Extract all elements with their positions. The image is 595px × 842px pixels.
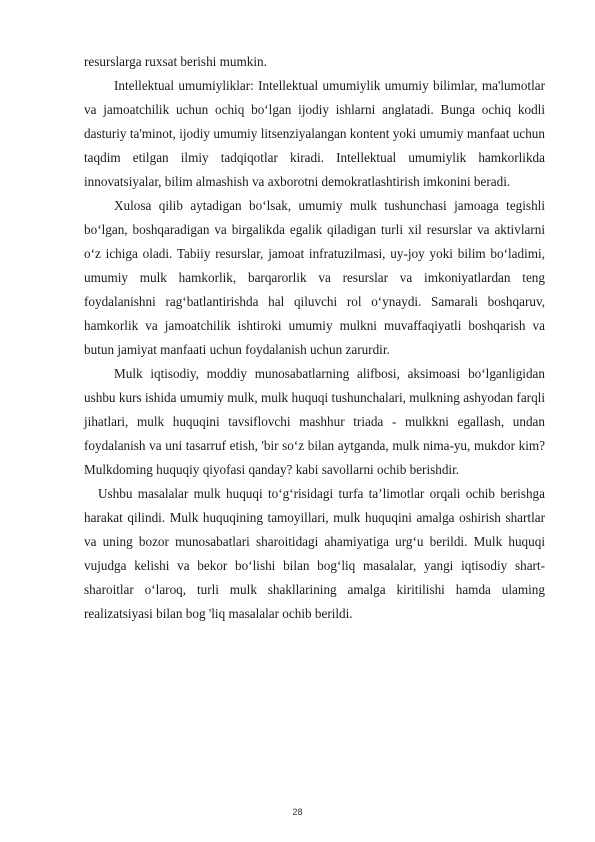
paragraph-property-rights: Ushbu masalalar mulk huquqi to‘g‘risidagi turfa ta’limotlar orqali ochib berishga harakat qilindi. Mulk huquqining tamoyillari, mulk huquqini amalga oshirish shartlar va uning bozor munosabatlari sharoitidagi ahamiyatiga urg‘u berildi. Mulk huquqi vujudga kelishi va bekor bo‘lishi bilan bog‘liq masalalar, yangi iqtisodiy shart-sharoitlar o‘laroq, turli mulk shakllarining amalga kiritilishi hamda ulaming realizatsiyasi bilan bog 'liq masalalar ochib berildi. [84, 486, 545, 621]
paragraph-property-economics: Mulk iqtisodiy, moddiy munosabatlarning alifbosi, aksimoasi bo‘lganligidan ushbu kurs ishida umumiy mulk, mulk huquqi tushunchalari, mulkning ashyodan farqli jihatlari, mulk huquqini tavsiflovchi mashhur triada - mulkkni egallash, undan foydalanish va uni tasarruf etish, 'bir so‘z bilan aytganda, mulk nima-yu, mukdor kim? Mulkdoming huquqiy qiyofasi qanday? kabi savollarni ochib berishdir. [84, 366, 545, 477]
paragraph-continuation: resurslarga ruxsat berishi mumkin. [84, 54, 267, 69]
document-page [84, 50, 545, 626]
page-number: 28 [292, 807, 303, 817]
paragraph-intellectual-commons: Intellektual umumiyliklar: Intellektual umumiylik umumiy bilimlar, ma'lumotlar va jamoatchilik uchun ochiq bo‘lgan ijodiy ishlarni anglatadi. Bunga ochiq kodli dasturiy ta'minot, ijodiy umumiy litsenziyalangan kontent yoki umumiy manfaat uchun taqdim etilgan ilmiy tadqiqotlar kiradi. Intellektual umumiylik hamkorlikda innovatsiyalar, bilim almashish va axborotni demokratlashtirish imkonini beradi. [84, 78, 545, 189]
paragraph-conclusion: Xulosa qilib aytadigan bo‘lsak, umumiy mulk tushunchasi jamoaga tegishli bo‘lgan, boshqaradigan va birgalikda egalik qiladigan turli xil resurslar va aktivlarni o‘z ichiga oladi. Tabiiy resurslar, jamoat infratuzilmasi, uy-joy yoki bilim bo‘ladimi, umumiy mulk hamkorlik, barqarorlik va resurslar va imkoniyatlardan teng foydalanishni rag‘batlantirishda hal qiluvchi rol o‘ynaydi. Samarali boshqaruv, hamkorlik va jamoatchilik ishtiroki umumiy mulkni muvaffaqiyatli boshqarish va butun jamiyat manfaati uchun foydalanish uchun zarurdir. [84, 198, 545, 357]
